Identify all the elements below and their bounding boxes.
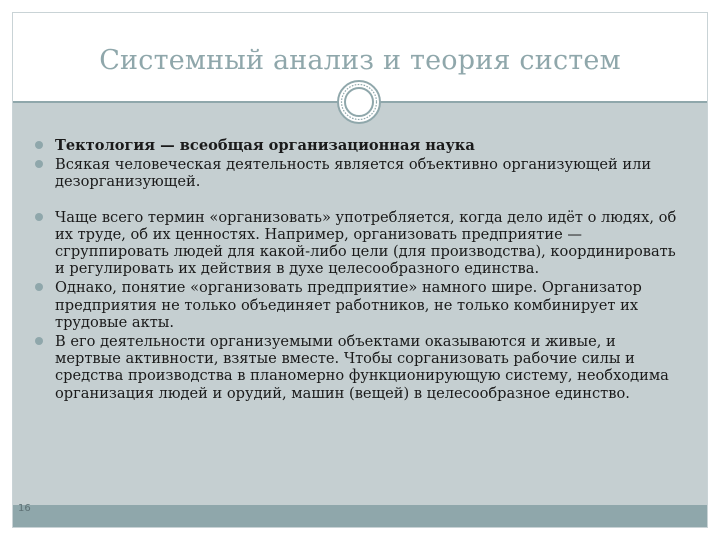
bullet-text: В его деятельности организуемыми объектами оказываются и живые, и мертвые активности, взятые вместе. Чтобы сорганизовать рабочие силы и средства производства в планомерно функционирующую систему, необходима организация людей и орудий, машин (вещей) в целесообразное единство.: [55, 333, 669, 402]
circle-ornament-icon: [336, 79, 382, 125]
bullet-item: [31, 137, 681, 154]
bullet-item: [31, 333, 681, 402]
bullet-dot-icon: [35, 141, 43, 149]
bullet-text: Всякая человеческая деятельность является объективно организующей или дезорганизующей.: [55, 156, 652, 191]
bullet-text: Однако, понятие «организовать предприятие» намного шире. Организатор предприятия не только объединяет работников, не только комбинирует их трудовые акты.: [55, 279, 642, 331]
bullet-text: Тектология — всеобщая организационная наука: [55, 137, 475, 154]
slide: [12, 12, 708, 528]
bullet-list: [31, 137, 681, 402]
bullet-item: [31, 156, 681, 190]
bullet-item: [31, 209, 681, 278]
content-area: [13, 103, 707, 507]
slide-title: Системный анализ и теория систем: [99, 44, 621, 76]
bullet-dot-icon: [35, 213, 43, 221]
footer-bar: [13, 505, 707, 527]
bullet-dot-icon: [35, 337, 43, 345]
bullet-item: [31, 279, 681, 331]
bullet-text: Чаще всего термин «организовать» употребляется, когда дело идёт о людях, об их труде, об их ценностях. Например, организовать предприятие — сгруппировать людей для какой-либо цели (для производства), координировать и регулировать их действия в духе целесообразного единства.: [55, 208, 677, 278]
bullet-dot-icon: [35, 160, 43, 168]
bullet-dot-icon: [35, 283, 43, 291]
page-number: 16: [18, 503, 31, 514]
